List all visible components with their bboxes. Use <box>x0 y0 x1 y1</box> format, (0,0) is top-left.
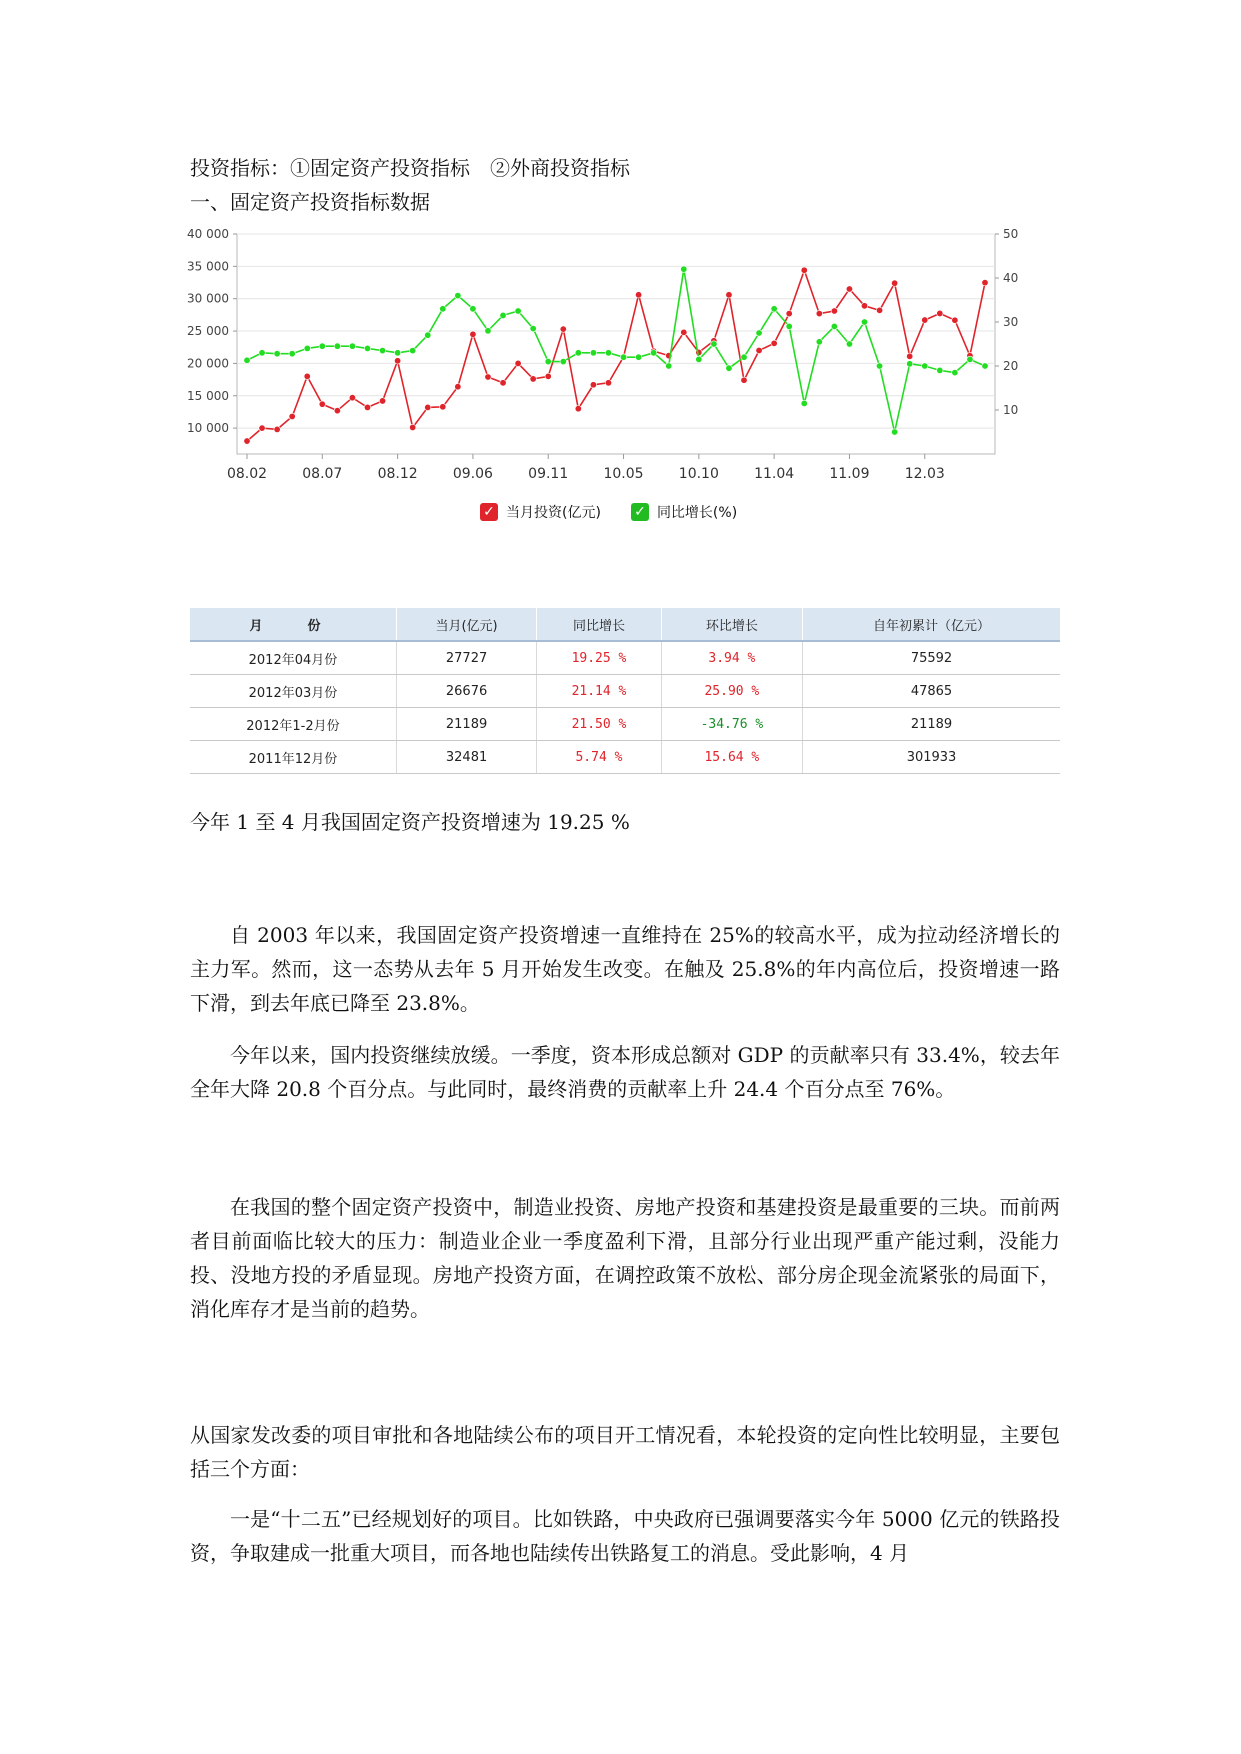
mom-cell: 3.94 % <box>661 641 802 675</box>
y-right-tick-label: 10 <box>1003 403 1019 417</box>
yoy-growth-point <box>394 350 400 356</box>
x-tick-label: 08.07 <box>302 466 343 482</box>
monthly-investment-point <box>982 279 988 285</box>
checkbox-checked-icon[interactable]: ✓ <box>480 503 498 521</box>
cumulative-cell: 75592 <box>803 641 1060 675</box>
monthly-investment-point <box>741 377 747 383</box>
yoy-growth-point <box>349 343 355 349</box>
paragraph-1: 自 2003 年以来，我国固定资产投资增速一直维持在 25%的较高水平，成为拉动经济增长的主力军。然而，这一态势从去年 5 月开始发生改变。在触及 25.8%的年内高位后，投资增速一路下滑，到去年底已降至 23.8%。 <box>190 923 1060 1015</box>
legend-label: 当月投资(亿元) <box>506 505 601 521</box>
yoy-growth-point <box>786 323 792 329</box>
yoy-growth-point <box>816 339 822 345</box>
monthly-investment-point <box>922 317 928 323</box>
legend-label: 同比增长(%) <box>656 505 738 521</box>
yoy-growth-point <box>274 350 280 356</box>
column-header: 同比增长 <box>537 608 661 641</box>
monthly-investment-point <box>485 374 491 380</box>
yoy-growth-point <box>605 350 611 356</box>
x-tick-label: 11.04 <box>754 466 795 482</box>
monthly-investment-point <box>801 267 807 273</box>
monthly-investment-point <box>425 404 431 410</box>
yoy-growth-point <box>831 323 837 329</box>
yoy-growth-point <box>545 358 551 364</box>
yoy-growth-point <box>485 328 491 334</box>
current-cell: 27727 <box>396 641 536 675</box>
y-right-tick-label: 50 <box>1003 227 1019 241</box>
x-tick-label: 09.06 <box>452 466 493 482</box>
x-tick-label: 08.02 <box>226 466 268 482</box>
y-left-tick-label: 10 000 <box>187 421 229 436</box>
mom-cell: 25.90 % <box>661 675 802 708</box>
monthly-investment-point <box>756 347 762 353</box>
yoy-growth-point <box>771 306 777 312</box>
monthly-investment-point <box>289 413 295 419</box>
monthly-investment-point <box>876 307 882 313</box>
yoy-growth-point <box>922 363 928 369</box>
section-heading: 一、固定资产投资指标数据 <box>190 190 430 214</box>
monthly-investment-point <box>274 426 280 432</box>
yoy-growth-point <box>937 367 943 373</box>
yoy-growth-point <box>364 345 370 351</box>
monthly-investment-point <box>771 340 777 346</box>
monthly-investment-point <box>635 292 641 298</box>
column-header: 自年初累计（亿元） <box>803 608 1060 641</box>
y-right-tick-label: 30 <box>1003 315 1019 329</box>
yoy-growth-point <box>846 341 852 347</box>
current-cell: 21189 <box>396 708 536 741</box>
monthly-investment-point <box>334 407 340 413</box>
monthly-investment-point <box>515 360 521 366</box>
yoy-growth-point <box>409 347 415 353</box>
monthly-investment-point <box>244 438 250 444</box>
table-row <box>190 708 1060 741</box>
monthly-investment-point <box>846 286 852 292</box>
monthly-investment-point <box>575 406 581 412</box>
y-left-tick-label: 35 000 <box>187 259 229 274</box>
monthly-investment-point <box>379 398 385 404</box>
yoy-growth-point <box>635 354 641 360</box>
month-cell: 2012年04月份 <box>190 641 396 675</box>
investment-table <box>190 608 1060 774</box>
paragraph-4: 从国家发改委的项目审批和各地陆续公布的项目开工情况看，本轮投资的定向性比较明显，主要包括三个方面： <box>190 1423 1060 1481</box>
yoy-growth-point <box>982 363 988 369</box>
column-header: 环比增长 <box>661 608 802 641</box>
monthly-investment-point <box>891 280 897 286</box>
yoy-growth-point <box>876 363 882 369</box>
yoy-growth-point <box>696 356 702 362</box>
yoy-cell: 19.25 % <box>537 641 661 675</box>
summary-line: 今年 1 至 4 月我国固定资产投资增速为 19.25 % <box>190 810 630 834</box>
y-right-tick-label: 40 <box>1003 271 1019 285</box>
monthly-investment-point <box>906 353 912 359</box>
x-tick-label: 08.12 <box>377 466 418 482</box>
table-row <box>190 675 1060 708</box>
paragraph-5: 一是“十二五”已经规划好的项目。比如铁路，中央政府已强调要落实今年 5000 亿元的铁路投资，争取建成一批重大项目，而各地也陆续传出铁路复工的消息。受此影响，4 月 <box>190 1507 1060 1565</box>
yoy-cell: 5.74 % <box>537 741 661 774</box>
x-tick-label: 12.03 <box>904 466 945 482</box>
yoy-growth-point <box>666 363 672 369</box>
yoy-cell: 21.14 % <box>537 675 661 708</box>
yoy-growth-point <box>590 350 596 356</box>
current-cell: 32481 <box>396 741 536 774</box>
yoy-growth-point <box>334 343 340 349</box>
yoy-growth-point <box>756 330 762 336</box>
yoy-growth-point <box>304 345 310 351</box>
column-header: 当月(亿元) <box>396 608 536 641</box>
yoy-growth-point <box>861 319 867 325</box>
monthly-investment-point <box>937 310 943 316</box>
paragraph-2: 今年以来，国内投资继续放缓。一季度，资本形成总额对 GDP 的贡献率只有 33.4%，较去年全年大降 20.8 个百分点。与此同时，最终消费的贡献率上升 24.4 个百分点至 76%。 <box>190 1043 1060 1101</box>
x-tick-label: 10.05 <box>603 466 644 482</box>
x-tick-label: 10.10 <box>678 466 719 482</box>
month-cell: 2011年12月份 <box>190 741 396 774</box>
monthly-investment-point <box>816 310 822 316</box>
yoy-growth-point <box>379 347 385 353</box>
table-row <box>190 641 1060 675</box>
yoy-growth-point <box>891 429 897 435</box>
yoy-growth-point <box>515 308 521 314</box>
monthly-investment-point <box>861 303 867 309</box>
table-header-row <box>190 608 1060 641</box>
yoy-growth-point <box>650 350 656 356</box>
paragraph-3: 在我国的整个固定资产投资中，制造业投资、房地产投资和基建投资是最重要的三块。而前两者目前面临比较大的压力：制造业企业一季度盈利下滑，且部分行业出现严重产能过剩，没能力投、没地方投的矛盾显现。房地产投资方面，在调控政策不放松、部分房企现金流紧张的局面下，消化库存才是当前的趋势。 <box>190 1195 1060 1321</box>
monthly-investment-point <box>364 404 370 410</box>
x-tick-label: 11.09 <box>829 466 870 482</box>
yoy-growth-point <box>906 361 912 367</box>
yoy-growth-point <box>259 350 265 356</box>
y-left-tick-label: 20 000 <box>187 356 229 371</box>
yoy-cell: 21.50 % <box>537 708 661 741</box>
monthly-investment-point <box>455 384 461 390</box>
monthly-investment-point <box>786 310 792 316</box>
column-header: 月 份 <box>190 608 396 641</box>
mom-cell: 15.64 % <box>661 741 802 774</box>
monthly-investment-point <box>304 373 310 379</box>
monthly-investment-point <box>726 292 732 298</box>
current-cell: 26676 <box>396 675 536 708</box>
legend-item-monthly-investment[interactable] <box>480 502 601 522</box>
yoy-growth-point <box>711 341 717 347</box>
yoy-growth-point <box>575 350 581 356</box>
yoy-growth-point <box>440 306 446 312</box>
yoy-growth-point <box>560 358 566 364</box>
y-left-tick-label: 15 000 <box>187 388 229 403</box>
yoy-growth-point <box>425 332 431 338</box>
yoy-growth-point <box>681 266 687 272</box>
monthly-investment-point <box>319 401 325 407</box>
yoy-growth-point <box>244 357 250 363</box>
yoy-growth-point <box>319 343 325 349</box>
legend-item-yoy-growth[interactable] <box>631 502 737 522</box>
monthly-investment-point <box>831 308 837 314</box>
yoy-growth-point <box>741 354 747 360</box>
cumulative-cell: 301933 <box>803 741 1060 774</box>
monthly-investment-point <box>681 329 687 335</box>
month-cell: 2012年1-2月份 <box>190 708 396 741</box>
monthly-investment-point <box>259 425 265 431</box>
y-right-tick-label: 20 <box>1003 359 1019 373</box>
monthly-investment-point <box>530 376 536 382</box>
mom-cell: -34.76 % <box>661 708 802 741</box>
yoy-growth-point <box>289 350 295 356</box>
y-left-tick-label: 40 000 <box>187 227 229 241</box>
monthly-investment-point <box>440 404 446 410</box>
y-left-tick-label: 30 000 <box>187 291 229 306</box>
yoy-growth-point <box>620 354 626 360</box>
x-tick-label: 09.11 <box>528 466 569 482</box>
monthly-investment-point <box>409 424 415 430</box>
monthly-investment-point <box>500 380 506 386</box>
month-cell: 2012年03月份 <box>190 675 396 708</box>
monthly-investment-point <box>545 373 551 379</box>
cumulative-cell: 21189 <box>803 708 1060 741</box>
yoy-growth-point <box>455 292 461 298</box>
yoy-growth-point <box>530 325 536 331</box>
monthly-investment-point <box>394 358 400 364</box>
monthly-investment-point <box>952 317 958 323</box>
yoy-growth-point <box>726 365 732 371</box>
y-left-tick-label: 25 000 <box>187 324 229 339</box>
yoy-growth-point <box>967 356 973 362</box>
yoy-growth-point <box>801 400 807 406</box>
checkbox-checked-icon[interactable]: ✓ <box>631 503 649 521</box>
monthly-investment-point <box>470 331 476 337</box>
monthly-investment-point <box>590 382 596 388</box>
indicator-heading: 投资指标：①固定资产投资指标 ②外商投资指标 <box>190 156 630 180</box>
yoy-growth-point <box>500 312 506 318</box>
cumulative-cell: 47865 <box>803 675 1060 708</box>
yoy-growth-point <box>470 306 476 312</box>
investment-chart <box>185 224 1035 496</box>
yoy-growth-point <box>952 369 958 375</box>
monthly-investment-point <box>349 395 355 401</box>
chart-legend <box>480 502 737 522</box>
monthly-investment-point <box>605 380 611 386</box>
monthly-investment-point <box>560 326 566 332</box>
table-row <box>190 741 1060 774</box>
